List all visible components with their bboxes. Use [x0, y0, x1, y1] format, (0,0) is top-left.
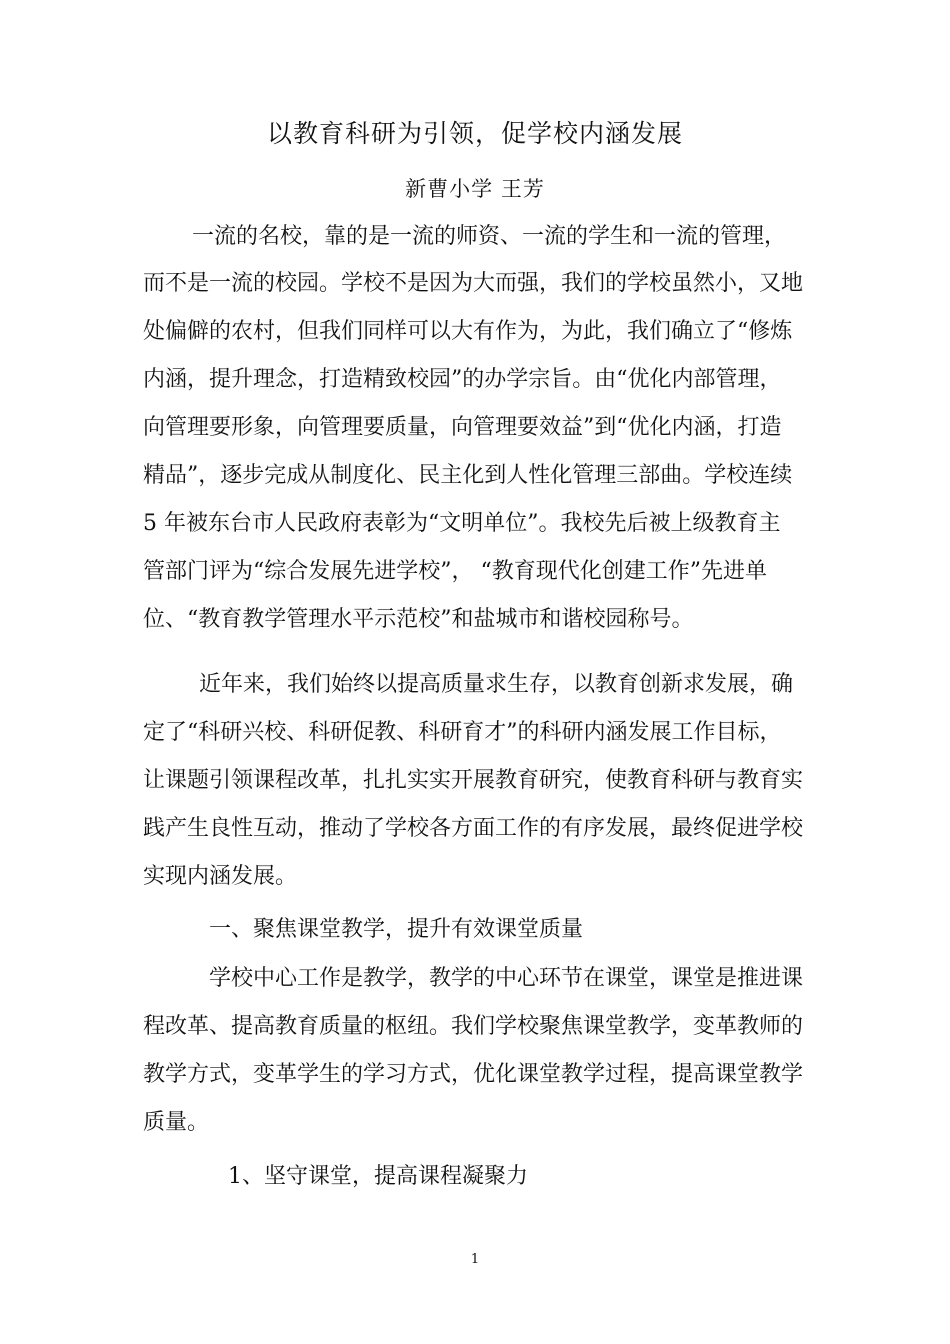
body-line: 5 年被东台市人民政府表彰为“文明单位”。我校先后被上级教育主	[143, 511, 781, 536]
body-line: 学校中心工作是教学，教学的中心环节在课堂，课堂是推进课	[209, 966, 804, 991]
body-line: 位、“教育教学管理水平示范校”和盐城市和谐校园称号。	[143, 607, 694, 632]
page-number: 1	[470, 1252, 480, 1267]
section-heading: 一、聚焦课堂教学，提升有效课堂质量	[209, 917, 584, 942]
body-line: 向管理要形象，向管理要质量，向管理要效益”到“优化内涵，打造	[143, 415, 782, 440]
body-line: 内涵，提升理念，打造精致校园”的办学宗旨。由“优化内部管理，	[143, 367, 782, 392]
body-line: 实现内涵发展。	[143, 864, 298, 889]
document-title: 以教育科研为引领，促学校内涵发展	[266, 119, 683, 148]
body-line: 处偏僻的农村，但我们同样可以大有作为，为此，我们确立了“修炼	[143, 319, 793, 344]
body-line: 一流的名校，靠的是一流的师资、一流的学生和一流的管理，	[192, 224, 787, 249]
body-line: 程改革、提高教育质量的枢纽。我们学校聚焦课堂教学，变革教师的	[143, 1014, 804, 1039]
subsection-heading: 1、坚守课堂，提高课程凝聚力	[228, 1164, 528, 1189]
body-line: 而不是一流的校园。学校不是因为大而强，我们的学校虽然小，又地	[143, 271, 804, 296]
body-line: 定了“科研兴校、科研促教、科研育才”的科研内涵发展工作目标，	[143, 720, 782, 745]
body-line: 近年来，我们始终以提高质量求生存，以教育创新求发展，确	[199, 672, 794, 697]
body-line: 让课题引领课程改革，扎扎实实开展教育研究，使教育科研与教育实	[143, 768, 804, 793]
body-line: 质量。	[143, 1110, 210, 1135]
body-line: 精品”，逐步完成从制度化、民主化到人性化管理三部曲。学校连续	[143, 463, 793, 488]
body-line: 践产生良性互动，推动了学校各方面工作的有序发展，最终促进学校	[143, 816, 804, 841]
body-line: 教学方式，变革学生的学习方式，优化课堂教学过程，提高课堂教学	[143, 1062, 804, 1087]
author-byline: 新曹小学 王芳	[405, 177, 545, 201]
body-line: 管部门评为“综合发展先进学校”， “教育现代化创建工作”先进单	[143, 559, 767, 584]
